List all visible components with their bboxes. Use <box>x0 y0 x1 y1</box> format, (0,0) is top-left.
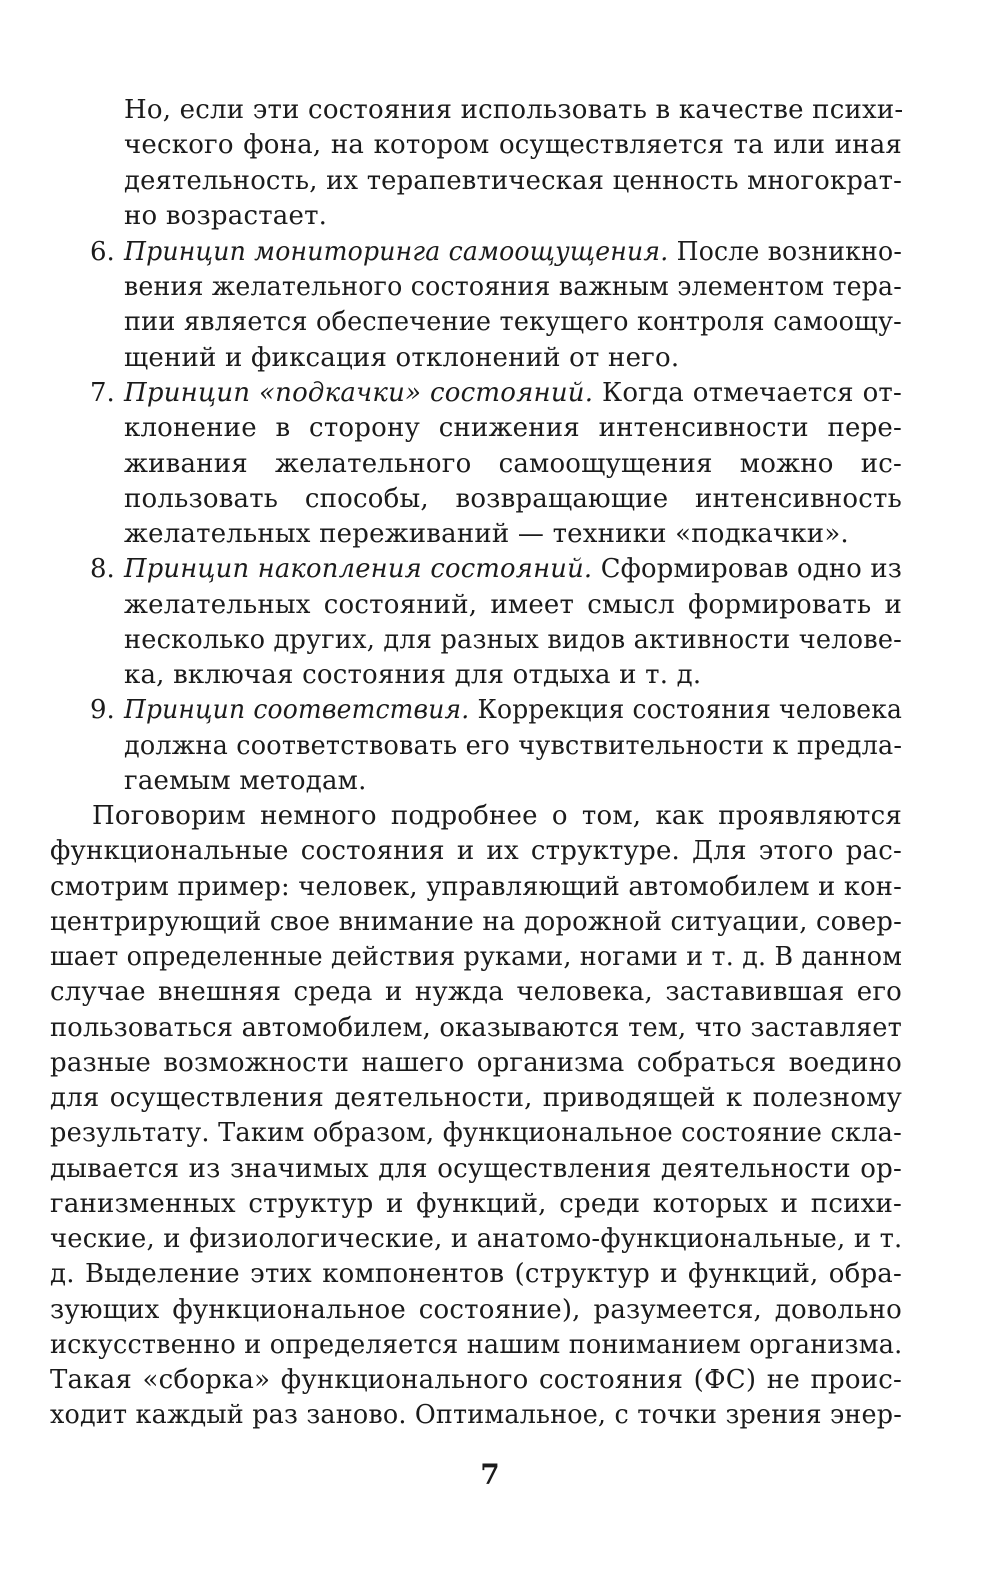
text-line: для осуществления деятельности, приводящей к полезному <box>50 1083 902 1113</box>
text-line: ческого фона, на котором осуществляется та или иная <box>124 130 902 160</box>
text-line <box>124 376 902 410</box>
list-item-text: Когда отмечается от- <box>593 378 903 408</box>
list-item-title: Принцип «подкачки» состояний. <box>124 378 594 408</box>
list-number: 8. <box>90 554 115 584</box>
list-number: 6. <box>90 237 115 267</box>
text-line: пользоваться автомобилем, оказываются тем, что заставляет <box>50 1013 902 1043</box>
list-item-text: После возникно- <box>668 237 902 267</box>
text-line: должна соответствовать его чувствительности к предла- <box>124 731 903 761</box>
list-item-title: Принцип соответствия. <box>124 695 470 725</box>
text-line: желательных состояний, имеет смысл формировать и <box>124 590 902 620</box>
text-line: ческие, и физиологические, и анатомо-функциональные, и т. <box>50 1224 903 1254</box>
text-line: клонение в сторону снижения интенсивности пере- <box>124 413 902 443</box>
text-line: щений и фиксация отклонений от него. <box>124 343 680 373</box>
list-item-text: Коррекция состояния человека <box>469 695 903 725</box>
text-line: функциональные состояния и их структуре. Для этого рас- <box>50 836 902 866</box>
text-line: Но, если эти состояния использовать в качестве психи- <box>124 95 904 125</box>
text-line: желательных переживаний — техники «подкачки». <box>124 519 849 549</box>
text-line: вения желательного состояния важным элементом тера- <box>124 272 902 302</box>
text-line: смотрим пример: человек, управляющий автомобилем и кон- <box>50 872 902 902</box>
page-number: 7 <box>480 1458 500 1491</box>
text-line: д. Выделение этих компонентов (структур и функций, обра- <box>50 1259 902 1289</box>
text-line: случае внешняя среда и нужда человека, заставившая его <box>50 977 902 1007</box>
text-line: шает определенные действия руками, ногами и т. д. В данном <box>50 942 903 972</box>
text-line: ка, включая состояния для отдыха и т. д. <box>124 660 702 690</box>
list-item-title: Принцип накопления состояний. <box>124 554 593 584</box>
text-line: несколько других, для разных видов активности челове- <box>124 625 902 655</box>
text-line: пии является обеспечение текущего контроля самоощу- <box>124 307 902 337</box>
text-line: пользовать способы, возвращающие интенсивность <box>124 484 902 514</box>
text-line: гаемым методам. <box>124 766 367 796</box>
text-line: деятельность, их терапевтическая ценность многократ- <box>124 166 902 196</box>
text-line: центрирующий свое внимание на дорожной ситуации, совер- <box>50 907 902 937</box>
list-item-text: Сформировав одно из <box>592 554 903 584</box>
list-item-title: Принцип мониторинга самоощущения. <box>124 237 669 267</box>
list-number: 9. <box>90 695 115 725</box>
text-line: зующих функциональное состояние), разумеется, довольно <box>50 1295 902 1325</box>
text-line: но возрастает. <box>124 201 328 231</box>
text-line: ганизменных структур и функций, среди которых и психи- <box>50 1189 902 1219</box>
list-number: 7. <box>90 378 115 408</box>
text-line: результату. Таким образом, функциональное состояние скла- <box>50 1118 902 1148</box>
text-line: искусственно и определяется нашим пониманием организма. <box>50 1330 903 1360</box>
text-line: живания желательного самоощущения можно ис- <box>124 449 902 479</box>
text-line <box>124 235 902 269</box>
text-line: разные возможности нашего организма собраться воедино <box>50 1048 902 1078</box>
text-line: Поговорим немного подробнее о том, как проявляются <box>92 801 902 831</box>
text-line <box>124 693 902 727</box>
text-line: ходит каждый раз заново. Оптимальное, с точки зрения энер- <box>50 1400 902 1430</box>
text-line: дывается из значимых для осуществления деятельности ор- <box>50 1154 902 1184</box>
text-line: Такая «сборка» функционального состояния (ФС) не проис- <box>50 1365 902 1395</box>
text-line <box>124 552 902 586</box>
